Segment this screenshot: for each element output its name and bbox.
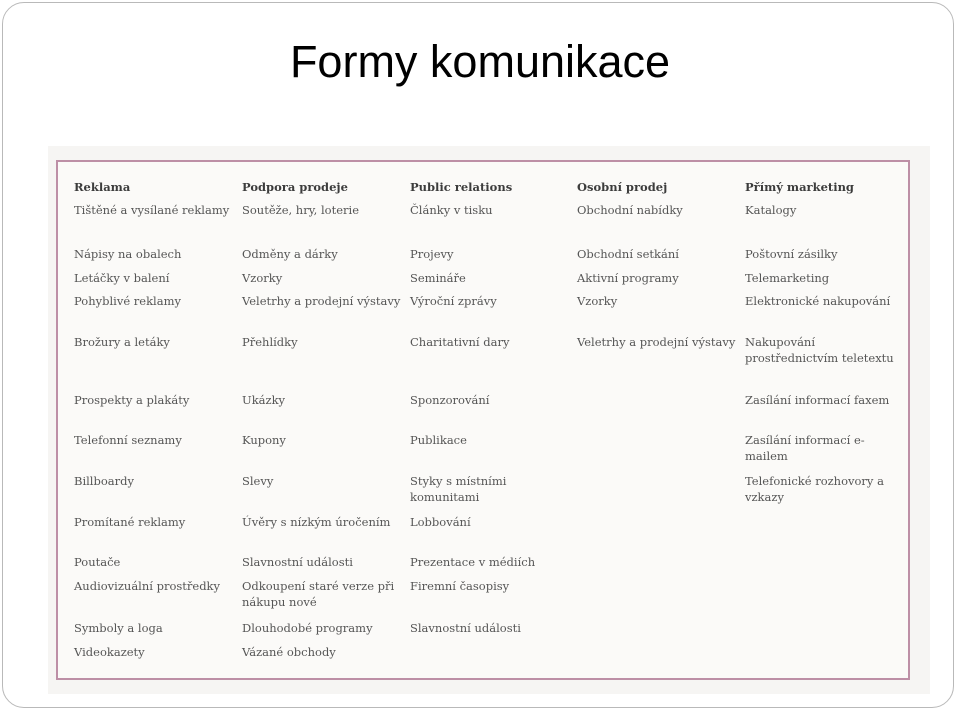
table-cell: Telefonní seznamy [74, 433, 182, 447]
table-cell: Pohyblivé reklamy [74, 294, 181, 308]
table-cell: Firemní časopisy [410, 579, 510, 593]
table-cell: Ukázky [242, 393, 286, 407]
table-cell: Katalogy [745, 203, 797, 217]
column-header: Přímý marketing [745, 180, 854, 194]
table-cell: Prezentace v médiích [410, 555, 536, 569]
table-cell: Kupony [242, 433, 286, 447]
table-cell: Úvěry s nízkým úročením [242, 515, 391, 529]
table-cell: Elektronické nakupování [745, 294, 891, 308]
table-cell: Brožury a letáky [74, 335, 170, 349]
table-cell: Aktivní programy [577, 271, 679, 285]
table-cell: Vzorky [577, 294, 618, 308]
table-cell: Odměny a dárky [242, 247, 338, 261]
table-cell: Telefonické rozhovory a vzkazy [745, 474, 884, 504]
table-cell: Symboly a loga [74, 621, 163, 635]
table-cell: Články v tisku [410, 203, 493, 217]
table-cell: Výroční zprávy [410, 294, 497, 308]
table-cell: Letáčky v balení [74, 271, 170, 285]
table-cell: Billboardy [74, 474, 134, 488]
table-cell: Poutače [74, 555, 121, 569]
column-header: Podpora prodeje [242, 180, 348, 194]
table-cell: Vzorky [242, 271, 283, 285]
table-cell: Obchodní setkání [577, 247, 679, 261]
table-cell: Obchodní nabídky [577, 203, 683, 217]
table-cell: Projevy [410, 247, 454, 261]
table-cell: Prospekty a plakáty [74, 393, 190, 407]
table-cell: Nakupování prostřednictvím teletextu [745, 335, 894, 365]
table-cell: Odkoupení staré verze při nákupu nové [242, 579, 395, 609]
table-cell: Poštovní zásilky [745, 247, 838, 261]
slide-title: Formy komunikace [289, 36, 671, 87]
column-header: Osobní prodej [577, 180, 668, 194]
table-cell: Zasílání informací faxem [745, 393, 890, 407]
table-cell: Vázané obchody [242, 645, 336, 659]
table-cell: Slavnostní události [242, 555, 353, 569]
table-border [56, 160, 910, 680]
table-cell: Telemarketing [745, 271, 830, 285]
scanned-table-image [48, 146, 930, 694]
table-cell: Slevy [242, 474, 274, 488]
table-cell: Přehlídky [242, 335, 298, 349]
table-cell: Sponzorování [410, 393, 490, 407]
table-cell: Promítané reklamy [74, 515, 186, 529]
table-cell: Veletrhy a prodejní výstavy [577, 335, 736, 349]
table-cell: Veletrhy a prodejní výstavy [242, 294, 401, 308]
table-cell: Semináře [410, 271, 466, 285]
column-header: Reklama [74, 180, 131, 194]
table-cell: Charitativní dary [410, 335, 510, 349]
table-cell: Slavnostní události [410, 621, 521, 635]
table-cell: Publikace [410, 433, 467, 447]
table-cell: Dlouhodobé programy [242, 621, 373, 635]
table-cell: Audiovizuální prostředky [74, 579, 221, 593]
table-cell: Videokazety [74, 645, 145, 659]
table-cell: Zasílání informací e-mailem [745, 433, 865, 463]
table-cell: Styky s místními komunitami [410, 474, 507, 504]
column-header: Public relations [410, 180, 513, 194]
table-cell: Soutěže, hry, loterie [242, 203, 360, 217]
table-cell: Nápisy na obalech [74, 247, 182, 261]
table-cell: Tištěné a vysílané reklamy [74, 203, 230, 217]
table-cell: Lobbování [410, 515, 471, 529]
